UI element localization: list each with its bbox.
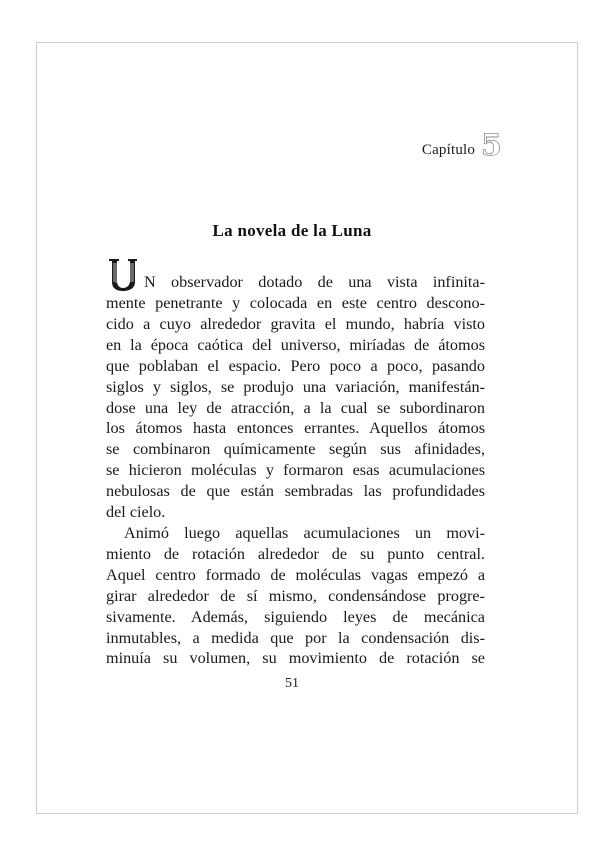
text-line: siglos y siglos, se produjo una variación, manifestán- — [106, 377, 485, 396]
text-line: dose una ley de atracción, a la cual se subordinaron — [106, 398, 485, 417]
text-line: minuía su volumen, su movimiento de rotación se — [106, 649, 485, 668]
text-line: se hicieron moléculas y formaron esas acumulaciones — [106, 461, 485, 480]
text-line: se combinaron químicamente según sus afinidades, — [106, 440, 485, 459]
chapter-title: La novela de la Luna — [212, 221, 372, 240]
paragraph-2 — [106, 523, 485, 669]
text-line: sivamente. Además, siguiendo leyes de mecánica — [106, 607, 485, 626]
chapter-label: Capítulo — [421, 142, 476, 158]
text-line: girar alrededor de sí mismo, condensándose progre- — [106, 586, 485, 605]
first-line-text: N observador dotado de una vista infinita- — [144, 273, 485, 292]
text-line: del cielo. — [106, 503, 166, 522]
text-line: miento de rotación alrededor de su punto central. — [106, 544, 485, 563]
chapter-number: 5 — [481, 128, 502, 163]
drop-cap-icon — [106, 255, 140, 293]
text-line: mente penetrante y colocada en este centro descono- — [106, 294, 485, 312]
text-line: cido a cuyo alrededor gravita el mundo, habría visto — [106, 314, 485, 333]
text-line: inmutables, a medida que por la condensación dis- — [106, 628, 485, 647]
text-line: en la época caótica del universo, miríadas de átomos — [106, 335, 485, 354]
body-text — [106, 251, 485, 669]
text-line: Animó luego aquellas acumulaciones un movi- — [124, 523, 485, 542]
chapter-header — [421, 128, 502, 163]
book-page — [36, 42, 578, 814]
first-line — [106, 251, 485, 293]
text-line: nebulosas de que están sembradas las profundidades — [106, 482, 485, 501]
page-number: 51 — [285, 676, 299, 691]
text-line: Aquel centro formado de moléculas vagas empezó a — [106, 565, 485, 584]
paragraph-1 — [106, 251, 485, 523]
text-line: los átomos hasta entonces errantes. Aquellos átomos — [106, 419, 485, 438]
text-line: que poblaban el espacio. Pero poco a poco, pasando — [106, 356, 485, 375]
